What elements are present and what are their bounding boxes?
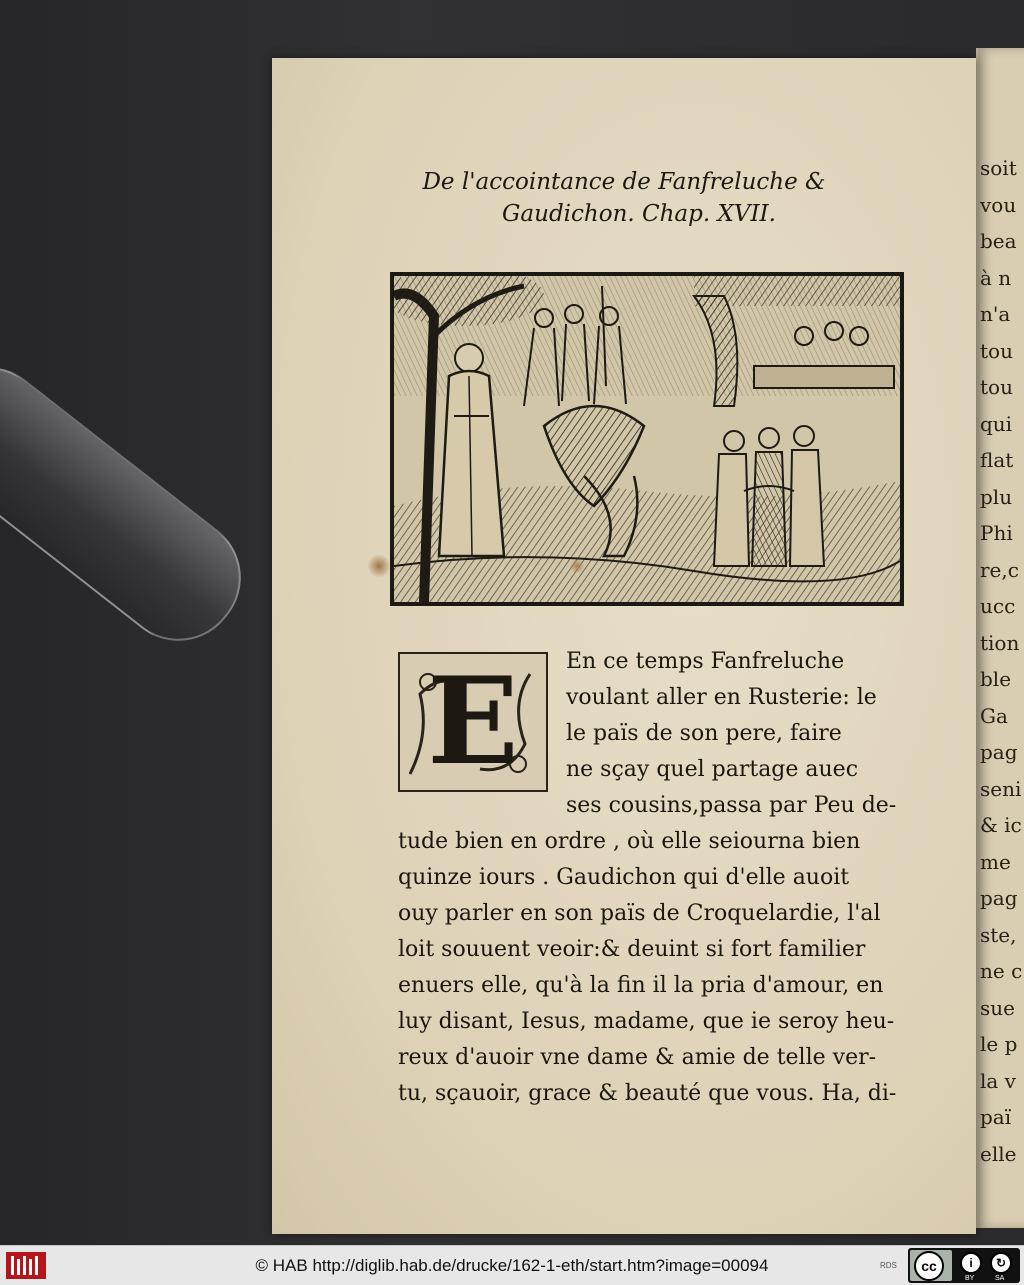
book-page <box>272 58 976 1234</box>
viewer-footer <box>0 1245 1024 1285</box>
woodcut-illustration <box>390 272 904 606</box>
text-line: voulant aller en Rusterie: le <box>566 685 877 710</box>
facing-page-fragment: soit <box>980 156 1017 180</box>
text-line: enuers elle, qu'à la fin il la pria d'amour, en <box>398 973 884 998</box>
footer-small-label: RDS <box>880 1261 897 1270</box>
facing-page-fragment: plu <box>980 484 1013 509</box>
facing-page-fragment: & ic <box>980 813 1022 837</box>
chapter-heading-line-2: Gaudichon. Chap. XVII. <box>502 201 776 227</box>
facing-page-fragment: n'a <box>980 302 1011 326</box>
facing-page-fragment: la v <box>980 1068 1016 1093</box>
facing-page-fragment: à n <box>980 265 1012 290</box>
text-line: tu, sçauoir, grace & beauté que vous. Ha, di- <box>398 1081 897 1106</box>
text-line: quinze iours . Gaudichon qui d'elle auoit <box>398 865 850 890</box>
facing-page-fragment: bea <box>980 229 1017 253</box>
drop-cap-letter: E <box>427 651 519 792</box>
cc-license-badge[interactable] <box>908 1248 1020 1283</box>
facing-page-fragment: seni <box>980 776 1022 801</box>
facing-page-fragment: sue <box>980 995 1015 1020</box>
facing-page-fragment: pag <box>980 886 1018 910</box>
attribution-icon: i <box>960 1252 982 1274</box>
facing-page-fragment: Ga <box>980 703 1008 728</box>
text-line: luy disant, Iesus, madame, que ie seroy heu- <box>398 1009 895 1034</box>
facing-page-fragment: tou <box>980 338 1013 363</box>
facing-page-fragment: tion <box>980 630 1020 655</box>
text-line: tude bien en ordre , où elle seiourna bien <box>398 829 861 854</box>
share-alike-icon: ↻ <box>990 1252 1012 1274</box>
body-text <box>398 644 914 1112</box>
facing-page-fragment: paï <box>980 1105 1012 1129</box>
paper-stain <box>570 558 584 574</box>
text-line: En ce temps Fanfreluche <box>566 649 845 674</box>
text-line: reux d'auoir vne dame & amie de telle ver- <box>398 1045 877 1070</box>
facing-page-fragment: ble <box>980 667 1012 691</box>
text-line: le païs de son pere, faire <box>566 721 842 746</box>
facing-page-fragment: le p <box>980 1032 1018 1056</box>
facing-page-fragment: vou <box>980 192 1017 217</box>
woodcut-image <box>394 276 900 602</box>
glass-page-holder <box>0 343 265 665</box>
facing-page-fragment: ne c <box>980 959 1023 983</box>
text-line: ouy parler en son païs de Croquelardie, l'al <box>398 901 881 926</box>
sa-label: SA <box>995 1275 1005 1282</box>
chapter-heading-line-1: De l'accointance de Fanfreluche & <box>422 169 826 195</box>
by-label: BY <box>965 1275 975 1282</box>
facing-page-fragment: ste, <box>980 922 1017 947</box>
text-line: ses cousins,passa par Peu de- <box>566 793 897 818</box>
facing-page-fragment: tou <box>980 375 1013 399</box>
facing-page-fragment: qui <box>980 411 1013 436</box>
facing-page-fragment: ucc <box>980 594 1016 618</box>
facing-page-fragment: elle <box>980 1141 1017 1166</box>
facing-page-fragment: pag <box>980 740 1018 764</box>
cc-badge-panel <box>910 1250 952 1281</box>
facing-page <box>976 48 1024 1228</box>
source-url-text[interactable]: © HAB http://diglib.hab.de/drucke/162-1-eth/start.htm?image=00094 <box>255 1256 769 1275</box>
chapter-heading <box>272 166 976 230</box>
paper-stain <box>368 553 390 579</box>
facing-page-fragment: Phi <box>980 521 1013 545</box>
facing-page-fragment: flat <box>980 448 1014 472</box>
facing-page-fragment: re,c <box>980 557 1019 582</box>
cc-icon: cc <box>914 1251 944 1281</box>
facing-page-fragment: me <box>980 849 1011 874</box>
text-line: loit souuent veoir:& deuint si fort familier <box>398 937 866 962</box>
text-line: ne sçay quel partage auec <box>566 757 859 782</box>
